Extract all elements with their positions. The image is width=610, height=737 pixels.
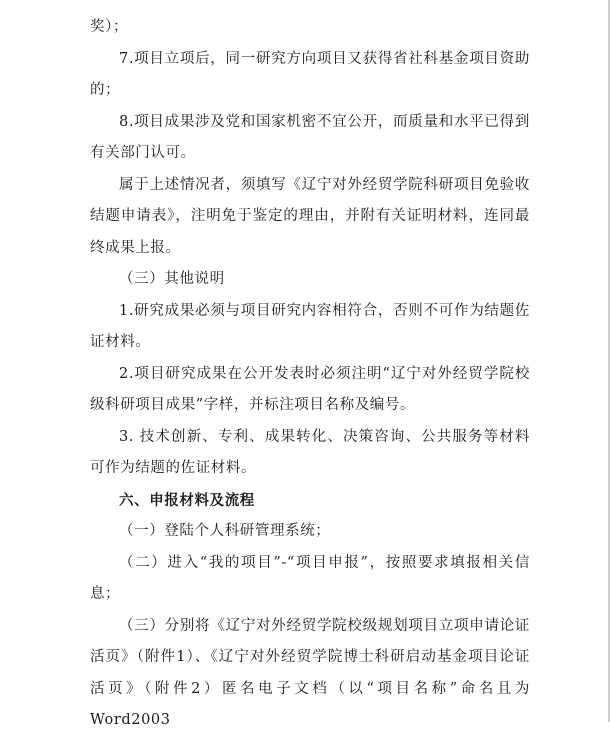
paragraph-item-7: 7.项目立项后，同一研究方向项目又获得省社科基金项目资助的； [90, 50, 530, 98]
paragraph-step-3: （三）分别将《辽宁对外经贸学院校级规划项目立项申请论证活页》（附件1）、《辽宁对外经贸学院博士科研启动基金项目论证活页》（附件2）匿名电子文档（以“项目名称”命名且为Word2003 [90, 617, 530, 728]
paragraph-step-1: （一）登陆个人科研管理系统； [119, 523, 331, 539]
paragraph-exemption-note: 属于上述情况者，须填写《辽宁对外经贸学院科研项目免验收结题申请表》，注明免于鉴定的理由，并附有关证明材料，连同最终成果上报。 [90, 176, 530, 256]
paragraph-item-8: 8.项目成果涉及党和国家机密不宜公开，而质量和水平已得到有关部门认可。 [90, 113, 530, 161]
section-heading-materials: 六、申报材料及流程 [119, 491, 255, 509]
subsection-other-notes: （三）其他说明 [119, 271, 225, 287]
paragraph-note-2: 2.项目研究成果在公开发表时必须注明“辽宁对外经贸学院校级科研项目成果”字样，并标注项目名称及编号。 [90, 365, 530, 413]
document-body [90, 12, 530, 737]
paragraph-note-1: 1.研究成果必须与项目研究内容相符合，否则不可作为结题佐证材料。 [90, 302, 530, 350]
paragraph-continuation: 奖）； [90, 19, 129, 35]
paragraph-note-3: 3. 技术创新、专利、成果转化、决策咨询、公共服务等材料可作为结题的佐证材料。 [90, 428, 530, 476]
paragraph-step-2: （二）进入“我的项目”-“项目申报”，按照要求填报相关信息； [90, 554, 530, 602]
